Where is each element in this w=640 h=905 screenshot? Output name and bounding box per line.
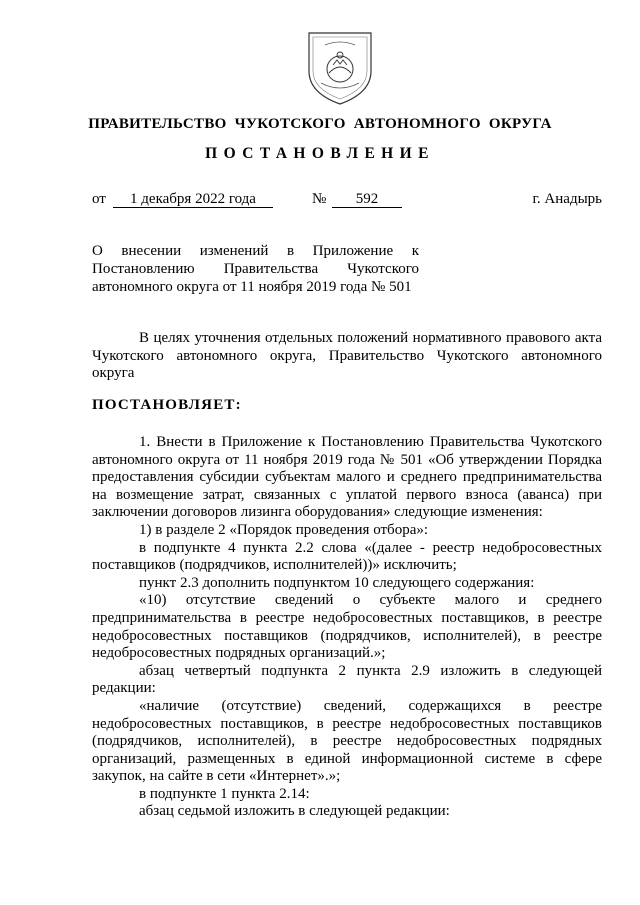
coat-of-arms-emblem xyxy=(303,27,377,107)
subject-line-2: Постановлению Правительства Чукотского xyxy=(92,261,419,277)
government-title: ПРАВИТЕЛЬСТВО ЧУКОТСКОГО АВТОНОМНОГО ОКРУГА xyxy=(88,116,552,132)
resolve-heading: ПОСТАНОВЛЯЕТ: xyxy=(92,397,242,413)
paragraph: «наличие (отсутствие) сведений, содержащихся в реестре недобросовестных поставщиков, в реестре недобросовестных поставщиков (подрядчиков, исполнителей), в реестре недобросовестных подрядных организаций, размещенных в единой информационной системе в сфере закупок, на сайте в сети «Интернет».»; xyxy=(92,697,602,785)
paragraph: в подпункте 1 пункта 2.14: xyxy=(139,785,310,802)
date-prefix: от xyxy=(92,191,106,207)
subject-line-1: О внесении изменений в Приложение к xyxy=(92,243,419,259)
paragraph: 1. Внести в Приложение к Постановлению Правительства Чукотского автономного округа от 11 ноября 2019 года № 501 «Об утверждении Порядка предоставления субсидии субъектам малого и среднего предпринимательства на возмещение затрат, связанных с уплатой первого взноса (аванса) при заключении договоров лизинга оборудования» следующие изменения: xyxy=(92,434,602,521)
paragraph: абзац четвертый подпункта 2 пункта 2.9 изложить в следующей редакции: xyxy=(92,662,602,697)
intro-paragraph: В целях уточнения отдельных положений нормативного правового акта Чукотского автономного округа, Правительство Чукотского автономного округа xyxy=(92,330,602,382)
paragraph: 1) в разделе 2 «Порядок проведения отбора»: xyxy=(139,521,429,538)
paragraph: пункт 2.3 дополнить подпунктом 10 следующего содержания: xyxy=(139,574,535,591)
document-subject xyxy=(92,242,419,296)
number-label: № xyxy=(312,191,327,207)
document-number: 592 xyxy=(332,191,402,208)
date-number-line xyxy=(92,191,602,211)
document-type-title: ПОСТАНОВЛЕНИЕ xyxy=(205,145,435,162)
document-city: г. Анадырь xyxy=(532,191,602,207)
main-text xyxy=(92,434,602,821)
subject-line-3: автономного округа от 11 ноября 2019 года № 501 xyxy=(92,279,412,295)
paragraph: в подпункте 4 пункта 2.2 слова «(далее - реестр недобросовестных поставщиков (подрядчиков, исполнителей))» исключить; xyxy=(92,539,602,574)
paragraph: абзац седьмой изложить в следующей редакции: xyxy=(139,803,450,820)
intro-block xyxy=(92,330,602,383)
paragraph: «10) отсутствие сведений о субъекте малого и среднего предпринимательства в реестре недобросовестных поставщиков, в реестре недобросовестных поставщиков (подрядчиков, исполнителей), в реестре недобросовестных подрядных организаций.»; xyxy=(92,592,602,662)
document-date: 1 декабря 2022 года xyxy=(113,191,273,208)
